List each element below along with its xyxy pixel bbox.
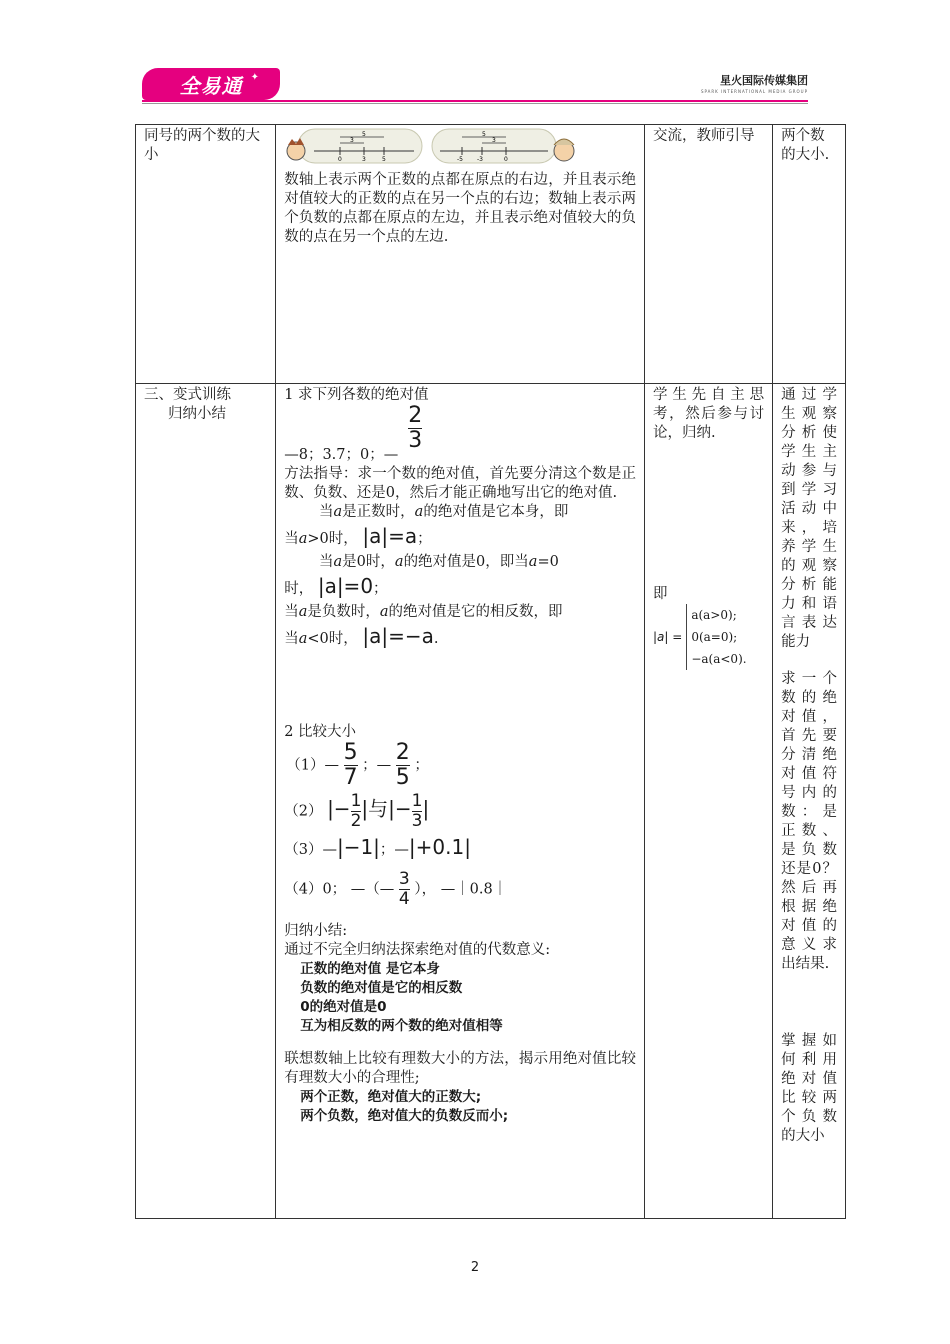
question-list: —8；3.7；0；—	[284, 447, 399, 463]
summary-intro: 通过不完全归纳法探索绝对值的代数意义:	[284, 942, 551, 958]
number-line-label: 0	[504, 156, 509, 163]
case-zero-formula: 时， |a|=0；	[284, 574, 388, 598]
number-line-positive-illustration	[284, 127, 424, 167]
compare-item-4: （4）0； —（— $\frac{3}{4}$ ）， —｜0.8｜	[284, 869, 508, 909]
compare-intro: 联想数轴上比较有理数大小的方法，揭示用绝对值比较有理数大小的合理性;	[284, 1051, 637, 1086]
case-positive: 当a是正数时，a的绝对值是它本身，即	[319, 504, 569, 520]
table-row	[136, 125, 846, 384]
topic-line: 归纳小结	[168, 406, 226, 422]
compare-item-1: （1）— $\frac{5}{7}$ ；— $\frac{2}{5}$ ；	[286, 740, 429, 790]
number-line-inner-label: 3	[350, 137, 355, 144]
compare-item-2: （2） |− $\frac{1}{2}$ |与|− $\frac{1}{3}$ |	[284, 791, 430, 831]
content-paragraph: 数轴上表示两个正数的点都在原点的右边，并且表示绝对值较大的正数的点在另一个点的右边；数轴上表示两个负数的点都在原点的左边，并且表示绝对值较大的负数的点在另一个点的左边.	[284, 172, 637, 245]
activity-cell	[645, 384, 773, 1219]
header-divider-thin	[142, 103, 808, 104]
summary-point: 互为相反数的两个数的绝对值相等	[300, 1018, 503, 1034]
activity-text: 学生先自主思考，然后参与讨论，归纳.	[653, 387, 765, 441]
piecewise-case: 0(a=0);	[691, 630, 738, 644]
number-line-label: 3	[362, 156, 367, 163]
compare-point: 两个正数，绝对值大的正数大;	[300, 1089, 482, 1105]
table-row	[136, 384, 846, 1219]
content-cell	[276, 384, 645, 1219]
topic-cell: 同号的两个数的大小	[136, 125, 276, 384]
number-line-label: -5	[457, 156, 464, 163]
case-negative: 当a是负数时，a的绝对值是它的相反数，即	[284, 604, 563, 620]
lesson-table	[135, 124, 846, 1219]
publisher-name-en: SPARK INTERNATIONAL MEDIA GROUP	[700, 89, 808, 94]
piecewise-case: −a(a<0).	[691, 652, 747, 666]
activity-cell: 交流，教师引导	[645, 125, 773, 384]
piecewise-case: a(a>0);	[691, 608, 737, 622]
brand-star-icon: ✦	[250, 72, 260, 83]
intent-cell	[773, 384, 846, 1219]
header-divider	[142, 100, 808, 102]
case-zero: 当a是0时，a的绝对值是0，即当a=0	[319, 554, 559, 570]
question-fraction: $\frac{2}{3}$	[408, 403, 423, 453]
intent-cell: 两个数的大小.	[773, 125, 846, 384]
intent-text: 掌握如何利用绝对值比较两个负数的大小	[781, 1033, 837, 1144]
summary-point: 0的绝对值是0	[300, 999, 387, 1015]
case-negative-formula: 当a<0时， |a|=−a.	[284, 624, 439, 648]
question-title: 1 求下列各数的绝对值	[284, 387, 429, 403]
publisher-name: 星火国际传媒集团	[720, 74, 808, 87]
activity-ji: 即	[653, 586, 668, 602]
topic-cell	[136, 384, 276, 1219]
compare-item-3: （3）—|−1|；—|+0.1|	[284, 835, 471, 859]
page-number: 2	[470, 1260, 480, 1275]
brand-logo	[142, 68, 280, 100]
number-line-label: -3	[477, 156, 484, 163]
publisher-block	[701, 72, 808, 94]
summary-point: 正数的绝对值 是它本身	[300, 961, 440, 977]
piecewise-formula: |a| = a(a>0); 0(a=0); −a(a<0).	[653, 604, 764, 670]
intent-text: 求一个数的绝对值，首先要分清绝对值符号内的数：是正数、是负数还是0？然后再根据绝对值的意义求出结果.	[781, 671, 837, 972]
number-line-inner-label: 3	[492, 137, 497, 144]
number-line-illustrations	[284, 127, 636, 167]
summary-title: 归纳小结:	[284, 923, 348, 939]
number-line-negative-illustration	[430, 127, 580, 167]
teacher-hair-icon	[554, 139, 574, 145]
question-title: 2 比较大小	[284, 724, 357, 740]
number-line-label: 5	[382, 156, 387, 163]
brand-logo-text: 全易通	[179, 73, 243, 98]
number-line-label: 0	[338, 156, 343, 163]
method-guide: 方法指导：求一个数的绝对值，首先要分清这个数是正数、负数、还是0，然后才能正确地写出它的绝对值.	[284, 466, 637, 501]
compare-point: 两个负数，绝对值大的负数反而小;	[300, 1108, 509, 1124]
number-line-top-label: 5	[482, 131, 487, 138]
summary-point: 负数的绝对值是它的相反数	[300, 980, 463, 996]
content-cell	[276, 125, 645, 384]
intent-text: 通过学生观察分析使学生主动参与到学习活动中来，培养学生的观察分析能力和语言表达能力	[781, 387, 837, 650]
topic-line: 三、变式训练	[144, 387, 231, 403]
number-line-top-label: 5	[362, 131, 367, 138]
case-positive-formula: 当a>0时， |a|=a；	[284, 524, 432, 548]
